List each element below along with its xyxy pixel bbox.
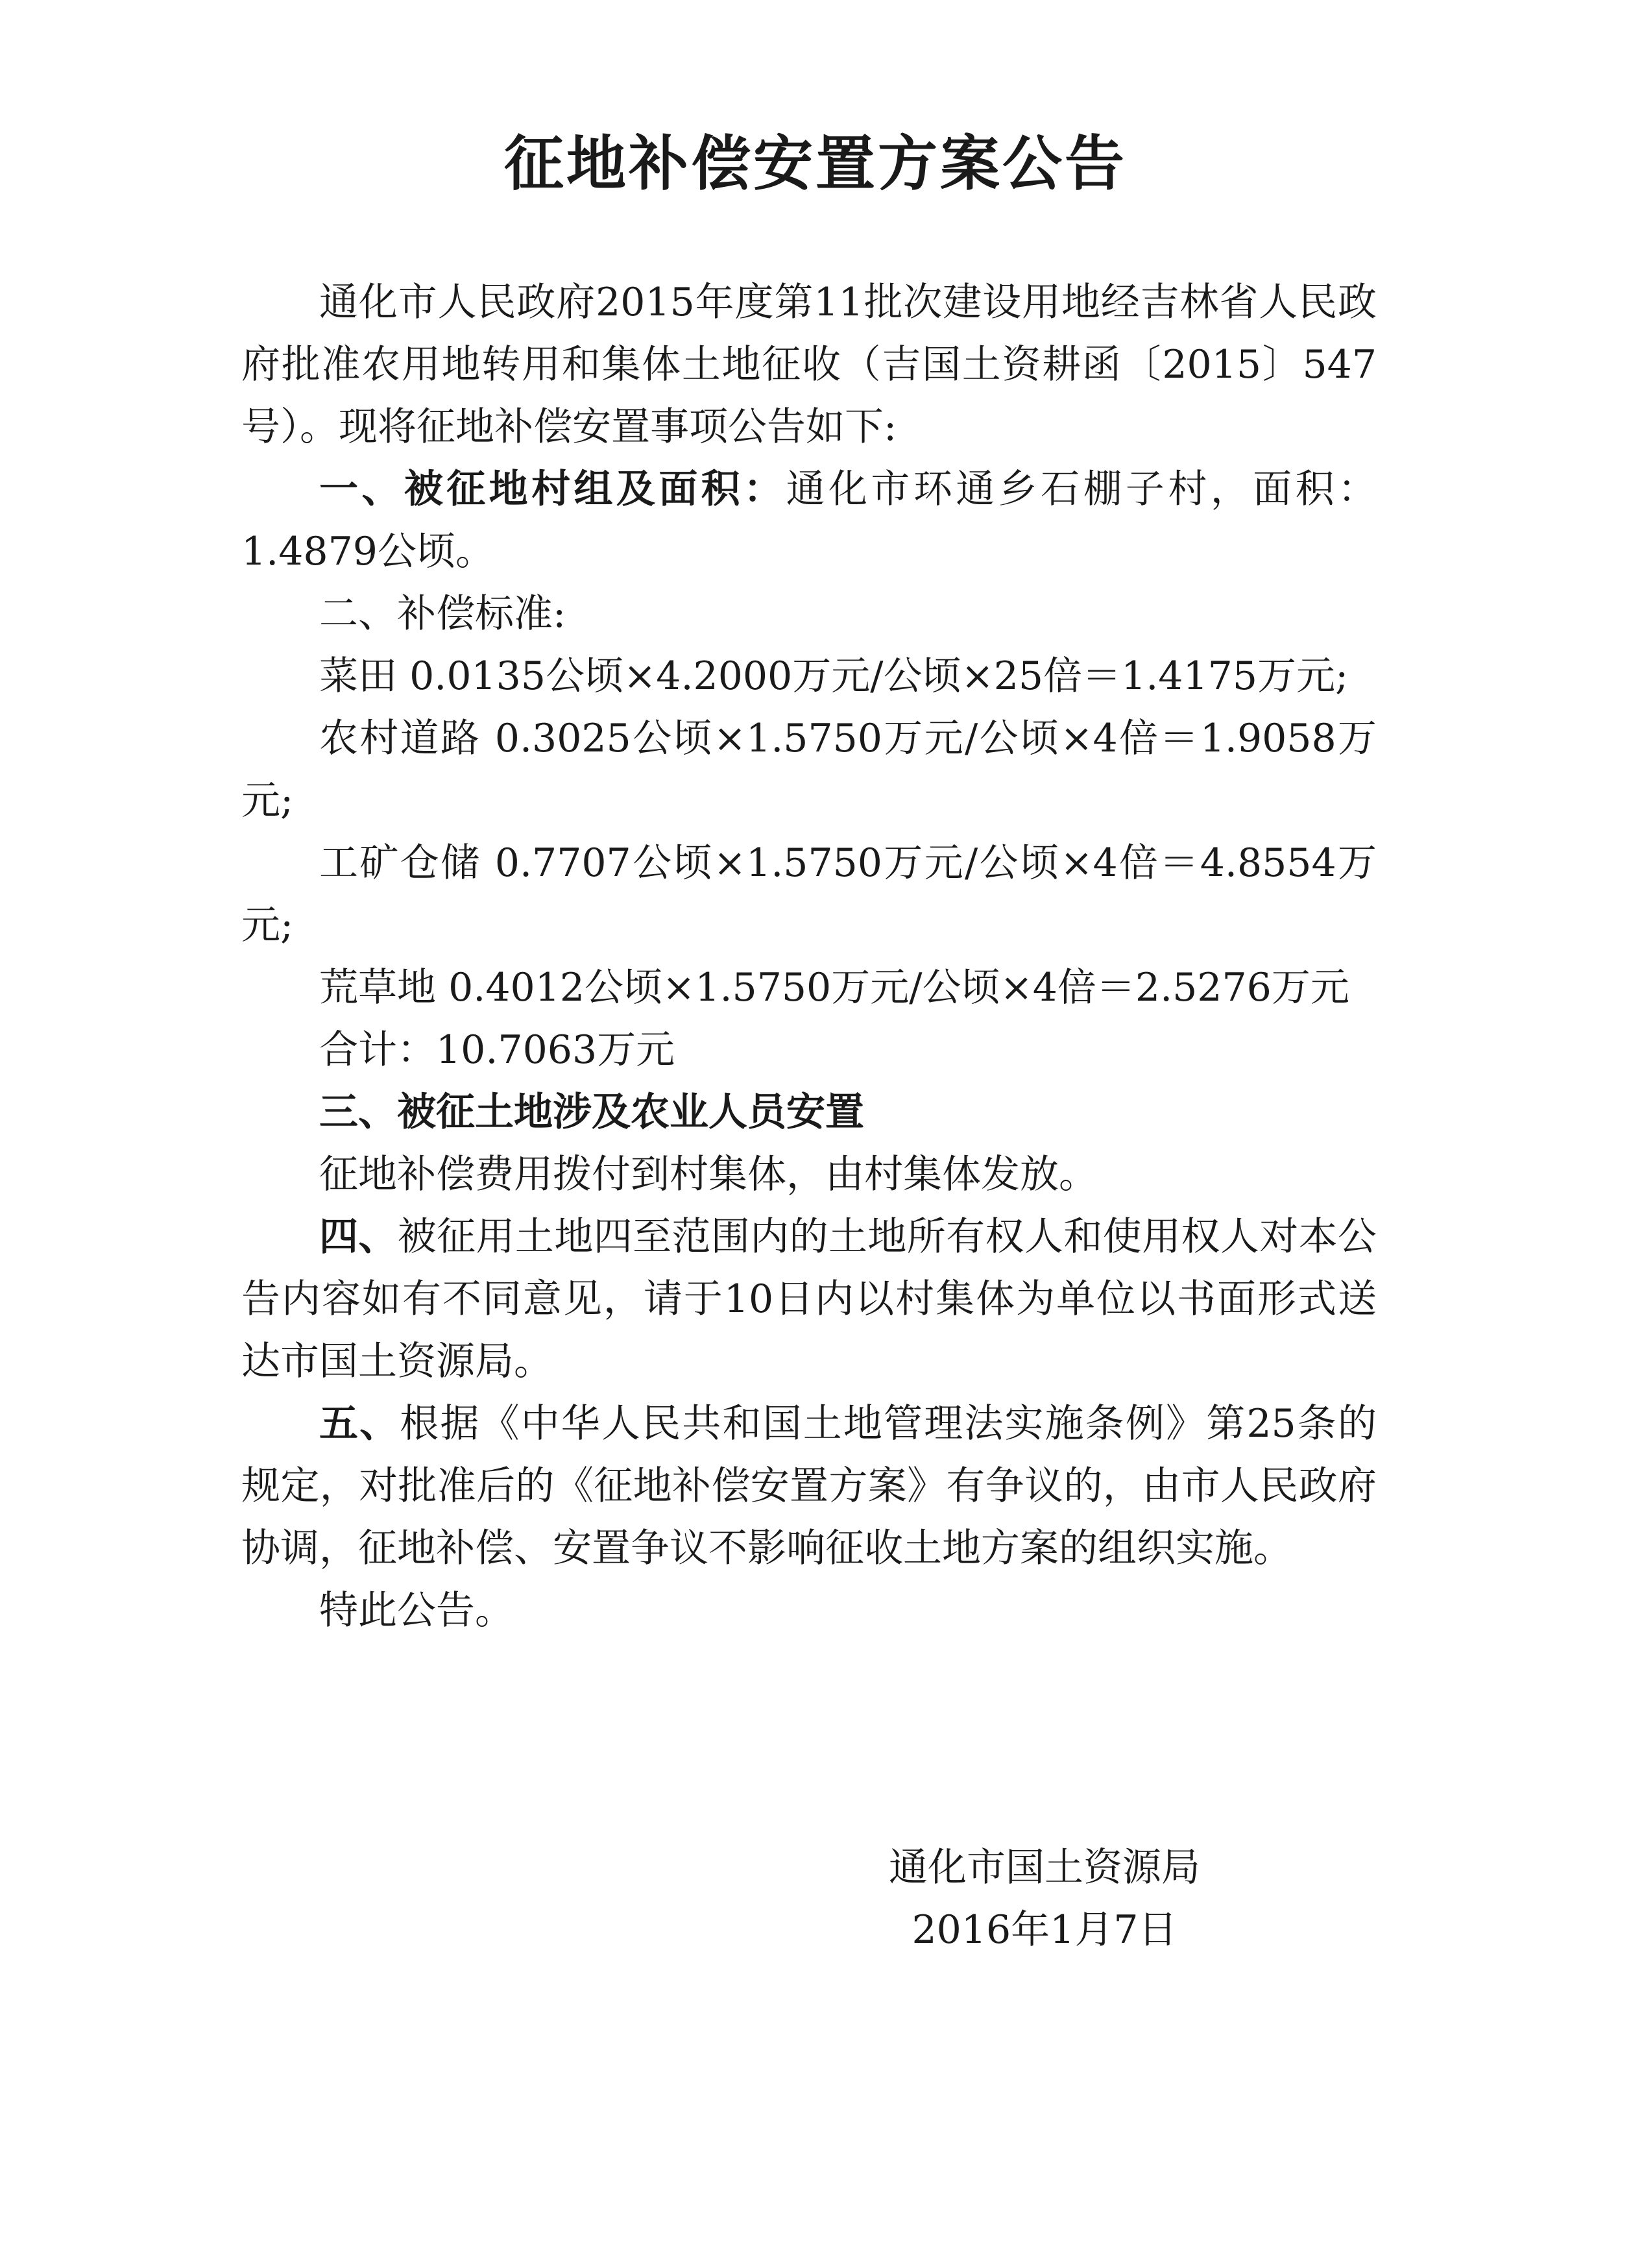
compensation-item-rural-road: 农村道路 0.3025公顷×1.5750万元/公顷×4倍＝1.9058万元;	[241, 716, 1377, 823]
section-1-paragraph	[241, 458, 1377, 583]
section-4-paragraph	[241, 1206, 1377, 1393]
compensation-item-industrial-storage: 工矿仓储 0.7707公顷×1.5750万元/公顷×4倍＝4.8554万元;	[241, 840, 1377, 948]
section-5-text: 根据《中华人民共和国土地管理法实施条例》第25条的规定，对批准后的《征地补偿安置方案》有争议的，由市人民政府协调，征地补偿、安置争议不影响征收土地方案的组织实施。	[241, 1401, 1377, 1571]
intro-paragraph: 通化市人民政府2015年度第11批次建设用地经吉林省人民政府批准农用地转用和集体土地征收（吉国土资耕函〔2015〕547号）。现将征地补偿安置事项公告如下:	[241, 280, 1377, 450]
closing-statement: 特此公告。	[319, 1588, 514, 1633]
section-4-heading: 四、	[319, 1214, 398, 1260]
signature-organization: 通化市国土资源局	[889, 1845, 1200, 1890]
section-5-paragraph	[241, 1393, 1377, 1579]
section-3-text: 征地补偿费用拨付到村集体，由村集体发放。	[319, 1152, 1098, 1197]
section-1-text: 通化市环通乡石棚子村，面积：1.4879公顷。	[241, 467, 1377, 574]
document-title: 征地补偿安置方案公告	[503, 129, 1127, 199]
section-2-heading: 二、补偿标准:	[319, 591, 566, 637]
section-1-heading: 一、被征地村组及面积：	[319, 467, 786, 512]
section-3-heading: 三、被征土地涉及农业人员安置	[319, 1090, 864, 1135]
compensation-total: 合计：10.7063万元	[319, 1027, 675, 1073]
section-4-text: 被征用土地四至范围内的土地所有权人和使用权人对本公告内容如有不同意见，请于10日内以村集体为单位以书面形式送达市国土资源局。	[241, 1214, 1377, 1384]
section-5-heading: 五、	[319, 1401, 400, 1446]
compensation-item-wasteland: 荒草地 0.4012公顷×1.5750万元/公顷×4倍＝2.5276万元	[319, 965, 1349, 1010]
compensation-item-vegetable-field: 菜田 0.0135公顷×4.2000万元/公顷×25倍＝1.4175万元;	[319, 653, 1349, 699]
signature-date: 2016年1月7日	[912, 1907, 1178, 1953]
document-body	[241, 271, 1377, 1642]
